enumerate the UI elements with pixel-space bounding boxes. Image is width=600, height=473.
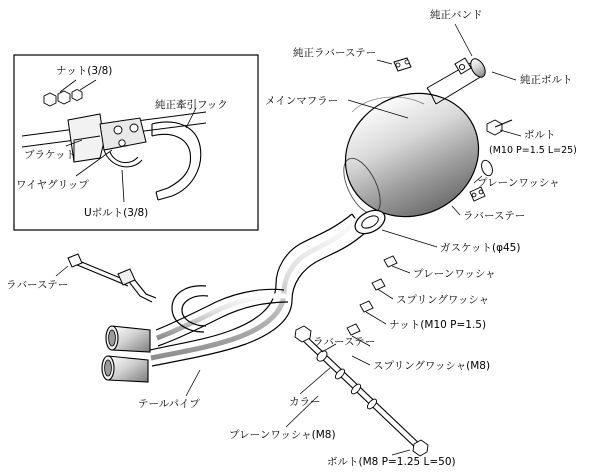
label-genuine-band: 純正バンド: [430, 9, 483, 21]
label-plain-washer-2: プレーンワッシャ: [413, 268, 496, 280]
label-spring-washer-m8: スプリングワッシャ(M8): [373, 360, 491, 372]
label-rubber-stay-left: ラバーステー: [6, 279, 69, 291]
label-rubber-stay-1: ラバーステー: [463, 210, 526, 222]
inset-detail-box: [14, 55, 258, 230]
label-bracket: ブラケット: [24, 149, 76, 161]
tail-pipe-tips: [102, 326, 150, 382]
label-spring-washer-1: スプリングワッシャ: [396, 294, 490, 306]
label-genuine-bolt: 純正ボルト: [520, 74, 573, 86]
label-wire-grip: ワイヤグリップ: [16, 179, 89, 191]
left-rubber-stay: [68, 254, 156, 302]
label-u-bolt-38: Uボルト(3/8): [84, 207, 149, 219]
label-plain-washer-m8: プレーンワッシャ(M8): [229, 429, 336, 441]
label-main-muffler: メインマフラー: [265, 95, 339, 107]
label-genuine-rubber-stay: 純正ラバーステー: [293, 47, 377, 59]
label-gasket: ガスケット(φ45): [440, 242, 521, 254]
label-collar: カラー: [289, 396, 321, 408]
label-bolt-m8: ボルト(M8 P=1.25 L=50): [327, 456, 456, 468]
label-rubber-stay-2: ラバーステー: [313, 336, 376, 348]
genuine-rubber-stay: [394, 58, 411, 71]
label-tow-hook: 純正牽引フック: [155, 99, 228, 111]
label-tail-pipe: テールパイプ: [138, 398, 200, 410]
label-bolt-m10-spec: (M10 P=1.5 L=25): [489, 145, 577, 156]
label-nut-38: ナット(3/8): [56, 65, 113, 77]
label-nut-m10: ナット(M10 P=1.5): [389, 319, 487, 331]
label-plain-washer-1: プレーンワッシャ: [477, 177, 560, 189]
label-bolt-m10: ボルト: [524, 129, 556, 141]
